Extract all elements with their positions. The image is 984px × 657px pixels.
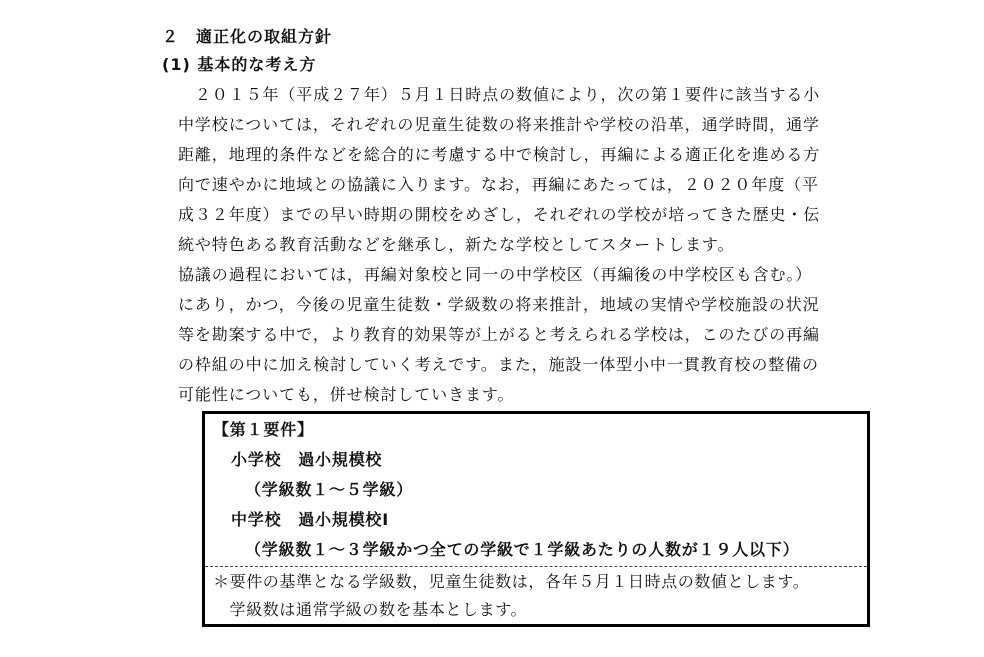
- section-number: ２: [162, 27, 180, 46]
- first-requirement-box: [202, 411, 870, 627]
- paragraph-line: 成３２年度）までの早い時期の開校をめざし，それぞれの学校が培ってきた歴史・伝: [178, 205, 821, 224]
- paragraph-line: 統や特色ある教育活動などを継承し，新たな学校としてスタートします。: [178, 235, 735, 254]
- paragraph-line: 距離，地理的条件などを総合的に考慮する中で検討し，再編による適正化を進める方: [178, 145, 821, 164]
- requirement-note: 学級数は通常学級の数を基本とします。: [213, 600, 528, 619]
- requirement-heading: 【第１要件】: [213, 420, 314, 439]
- paragraph-line: 等を勘案する中で，より教育的効果等が上がると考えられる学校は，このたびの再編: [178, 325, 820, 344]
- paragraph-line: 協議の過程においては，再編対象校と同一の中学校区（再編後の中学校区も含む。）: [178, 265, 813, 284]
- box-divider: [205, 566, 867, 567]
- junior-high-criterion: 中学校 過小規模校Ⅰ: [231, 510, 389, 529]
- paragraph-line: ２０１５年（平成２７年）５月１日時点の数値により，次の第１要件に該当する小: [178, 85, 821, 104]
- paragraph-basic-approach: [178, 80, 838, 260]
- paragraph-line: 中学校については，それぞれの児童生徒数の将来推計や学校の沿革，通学時間，通学: [178, 115, 820, 134]
- paragraph-line: の枠組の中に加え検討していく考えです。また，施設一体型小中一貫教育校の整備の: [178, 355, 819, 374]
- section-title: 適正化の取組方針: [196, 27, 333, 46]
- elementary-criterion-detail: （学級数１～５学級）: [245, 480, 414, 499]
- elementary-criterion: 小学校 過小規模校: [231, 450, 383, 469]
- paragraph-line: にあり，かつ，今後の児童生徒数・学級数の将来推計，地域の実情や学校施設の状況: [178, 295, 820, 314]
- requirement-note: ＊要件の基準となる学級数，児童生徒数は，各年５月１日時点の数値とします。: [213, 572, 810, 591]
- paragraph-line: 可能性についても，併せ検討していきます。: [178, 385, 515, 404]
- section-heading: [162, 24, 332, 47]
- subsection-heading: [162, 52, 316, 75]
- subsection-title: 基本的な考え方: [197, 55, 317, 74]
- requirement-criteria: [205, 414, 867, 566]
- paragraph-line: 向で速やかに地域との協議に入ります。なお，再編にあたっては，２０２０年度（平: [178, 175, 819, 194]
- subsection-number: (1): [162, 55, 191, 74]
- paragraph-consultation-process: [178, 260, 838, 410]
- junior-high-criterion-detail: （学級数１～３学級かつ全ての学級で１学級あたりの人数が１９人以下）: [245, 540, 800, 559]
